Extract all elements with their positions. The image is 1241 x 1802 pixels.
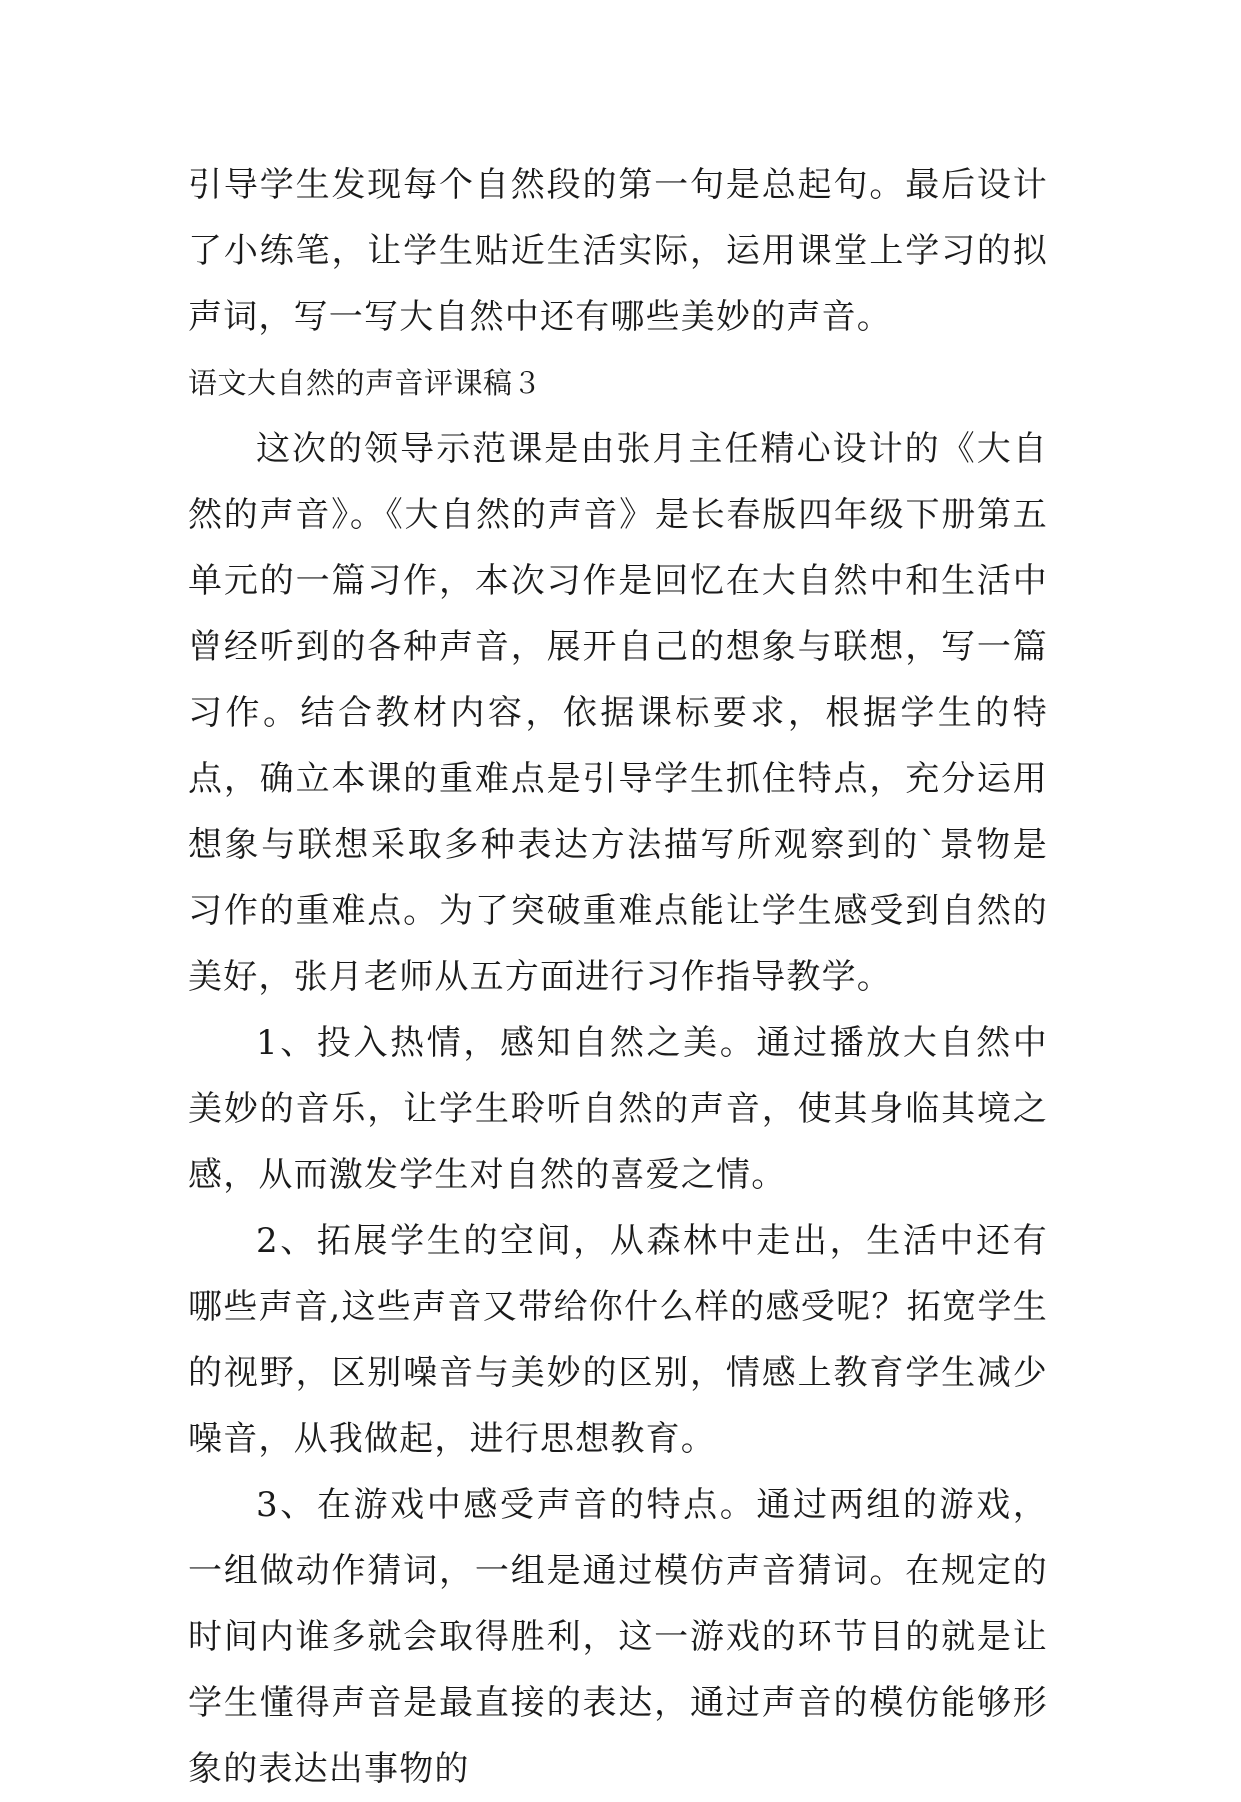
- paragraph-intro: 这次的领导示范课是由张月主任精心设计的《大自然的声音》。《大自然的声音》是长春版四年级下册第五单元的一篇习作，本次习作是回忆在大自然中和生活中曾经听到的各种声音，展开自己的想象与联想，写一篇习作。结合教材内容，依据课标要求，根据学生的特点，确立本课的重难点是引导学生抓住特点，充分运用想象与联想采取多种表达方法描写所观察到的`景物是习作的重难点。为了突破重难点能让学生感受到自然的美好，张月老师从五方面进行习作指导教学。: [188, 429, 1048, 997]
- section-heading: 语文大自然的声音评课稿３: [188, 366, 543, 400]
- paragraph-point-2: 2、拓展学生的空间，从森林中走出，生活中还有哪些声音,这些声音又带给你什么样的感受呢？拓宽学生的视野，区别噪音与美妙的区别，情感上教育学生减少噪音，从我做起，进行思想教育。: [188, 1221, 1048, 1459]
- paragraph-continuation: 引导学生发现每个自然段的第一句是总起句。最后设计了小练笔，让学生贴近生活实际，运用课堂上学习的拟声词，写一写大自然中还有哪些美妙的声音。: [188, 165, 1048, 337]
- document-body: [188, 152, 1048, 1802]
- paragraph-point-3: 3、在游戏中感受声音的特点。通过两组的游戏，一组做动作猜词，一组是通过模仿声音猜词。在规定的时间内谁多就会取得胜利，这一游戏的环节目的就是让学生懂得声音是最直接的表达，通过声音的模仿能够形象的表达出事物的: [188, 1485, 1048, 1789]
- paragraph-point-1: 1、投入热情，感知自然之美。通过播放大自然中美妙的音乐，让学生聆听自然的声音，使其身临其境之感，从而激发学生对自然的喜爱之情。: [188, 1023, 1048, 1195]
